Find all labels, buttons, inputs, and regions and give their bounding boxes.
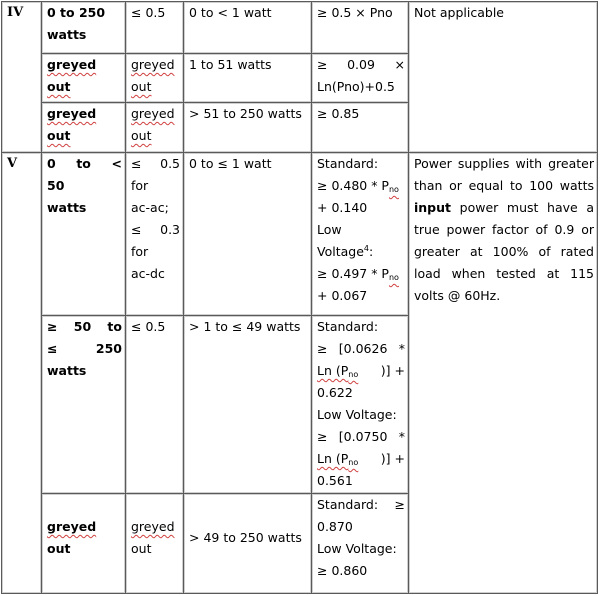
tier-v-row2-low-voltage-label: Low Voltage: — [317, 407, 397, 422]
tier-v-row1-standard-label: Standard: — [317, 156, 379, 171]
tier-v-row3-no-load-line: out — [131, 541, 152, 556]
tier-iv-label: IV — [2, 2, 42, 153]
tier-v-row3-no-load — [126, 494, 184, 594]
formula-prefix: Ln (P — [317, 451, 349, 466]
tier-v-row2-standard-line1: ≥ [0.0626 * — [317, 341, 405, 356]
tier-iv-row1-no-load: ≤ 0.5 — [126, 2, 184, 54]
tier-v-row2-output-power-line: ≤ 250 — [47, 341, 122, 356]
tier-v-row3-output-power — [42, 494, 126, 594]
tier-iv-row2-efficiency-line2: Ln(Pno)+0.5 — [317, 79, 395, 94]
tier-v-row2-output-power-line: watts — [47, 363, 87, 378]
tier-iv-row2-efficiency — [312, 54, 409, 103]
tier-v-row3-output-power-line: out — [47, 541, 71, 556]
tier-v-row1-standard-formula — [317, 175, 405, 197]
tier-v-row1-output-power-line: 0 to < — [47, 156, 122, 171]
tier-iv-note: Not applicable — [409, 2, 598, 153]
tier-v-row2-efficiency — [312, 316, 409, 494]
tier-v-row1-standard-formula-suffix: + 0.140 — [317, 200, 368, 215]
tier-v-row2-standard-line3: 0.622 — [317, 385, 353, 400]
formula-subscript: no — [348, 370, 359, 379]
tier-v-row3-output-range: > 49 to 250 watts — [184, 494, 312, 594]
tier-iv-row3-no-load: greyed out — [126, 103, 184, 153]
tier-v-row3-standard-line1: Standard: ≥ — [317, 497, 405, 512]
formula-ln-wrap — [317, 360, 358, 382]
note-prefix: Power supplies with greater than or equal to 100 watts — [414, 156, 594, 193]
tier-v-row3-standard-line2: 0.870 — [317, 519, 353, 534]
tier-iv-row2-efficiency-line1: ≥ 0.09 × — [317, 57, 405, 72]
formula-subscript: no — [388, 185, 399, 194]
tier-v-row1-output-power-line: 50 — [47, 178, 65, 193]
tier-v-row3-no-load-line: greyed — [131, 519, 175, 534]
label-text: Voltage — [317, 244, 364, 259]
tier-v-row2-no-load: ≤ 0.5 — [126, 316, 184, 494]
tier-iv-row3-output-power: greyed out — [42, 103, 126, 153]
efficiency-requirements-table — [1, 1, 598, 594]
tier-v-row3-output-power-line: greyed — [47, 519, 97, 534]
formula-suffix: )] + — [380, 363, 405, 378]
tier-v-row1-no-load — [126, 153, 184, 316]
note-bold-word: input — [414, 200, 452, 215]
tier-v-row1-no-load-line: ≤ 0.5 — [131, 156, 180, 171]
tier-v-row1-no-load-line: for — [131, 178, 149, 193]
tier-iv-row2-no-load: greyed out — [126, 54, 184, 103]
tier-v-row2-output-power-line: ≥ 50 to — [47, 319, 122, 334]
tier-v-row3-low-voltage-line2: ≥ 0.860 — [317, 563, 368, 578]
formula-prefix: ≥ 0.480 * P — [317, 178, 389, 193]
tier-v-row1-low-voltage-label2 — [317, 241, 405, 263]
tier-v-row1-no-load-line: ac-ac; — [131, 200, 169, 215]
tier-v-row2-standard-label: Standard: — [317, 319, 379, 334]
tier-v-label: V — [2, 153, 42, 594]
tier-v-row1-low-voltage-formula — [317, 263, 405, 285]
formula-subscript: no — [388, 273, 399, 282]
tier-iv-row1-output-power: 0 to 250 watts — [42, 2, 126, 54]
tier-v-row1-efficiency — [312, 153, 409, 316]
tier-v-row2-output-power — [42, 316, 126, 494]
footnote-marker: 4 — [363, 244, 369, 253]
tier-v-row2-low-voltage-line2 — [317, 448, 405, 470]
tier-v-row2-low-voltage-line3: 0.561 — [317, 473, 353, 488]
tier-v-row3-low-voltage-line1: Low Voltage: — [317, 541, 397, 556]
tier-v-row1-low-voltage-label: Low — [317, 222, 342, 237]
formula-ln-wrap — [317, 448, 358, 470]
tier-v-row1-output-power-line: watts — [47, 200, 87, 215]
tier-iv-row2-output-power: greyed out — [42, 54, 126, 103]
table-row — [2, 2, 598, 54]
tier-iv-row2-output-range: 1 to 51 watts — [184, 54, 312, 103]
tier-v-row1-no-load-line: ≤ 0.3 — [131, 222, 180, 237]
label-colon: : — [368, 244, 374, 259]
tier-v-row1-no-load-line: for — [131, 244, 149, 259]
formula-prefix: ≥ 0.497 * P — [317, 266, 389, 281]
tier-v-row2-standard-line2 — [317, 360, 405, 382]
tier-v-note — [409, 153, 598, 594]
tier-v-row3-efficiency — [312, 494, 409, 594]
tier-v-row1-no-load-line: ac-dc — [131, 266, 165, 281]
tier-iv-row3-output-range: > 51 to 250 watts — [184, 103, 312, 153]
formula-subscript: no — [348, 458, 359, 467]
tier-v-row1-low-voltage-formula-suffix: + 0.067 — [317, 288, 368, 303]
tier-v-row2-output-range: > 1 to ≤ 49 watts — [184, 316, 312, 494]
table-row — [2, 153, 598, 316]
note-suffix: power must have a true power factor of 0.9 or greater at 100% of rated load when tested at 115 volts @ 60Hz. — [414, 200, 594, 303]
formula-prefix: Ln (P — [317, 363, 349, 378]
tier-iv-row1-efficiency: ≥ 0.5 × Pno — [312, 2, 409, 54]
tier-v-row1-output-power — [42, 153, 126, 316]
tier-iv-row3-efficiency: ≥ 0.85 — [312, 103, 409, 153]
tier-v-row1-output-range: 0 to ≤ 1 watt — [184, 153, 312, 316]
tier-iv-row1-output-range: 0 to < 1 watt — [184, 2, 312, 54]
formula-suffix: )] + — [380, 451, 405, 466]
tier-v-row2-low-voltage-line1: ≥ [0.0750 * — [317, 429, 405, 444]
